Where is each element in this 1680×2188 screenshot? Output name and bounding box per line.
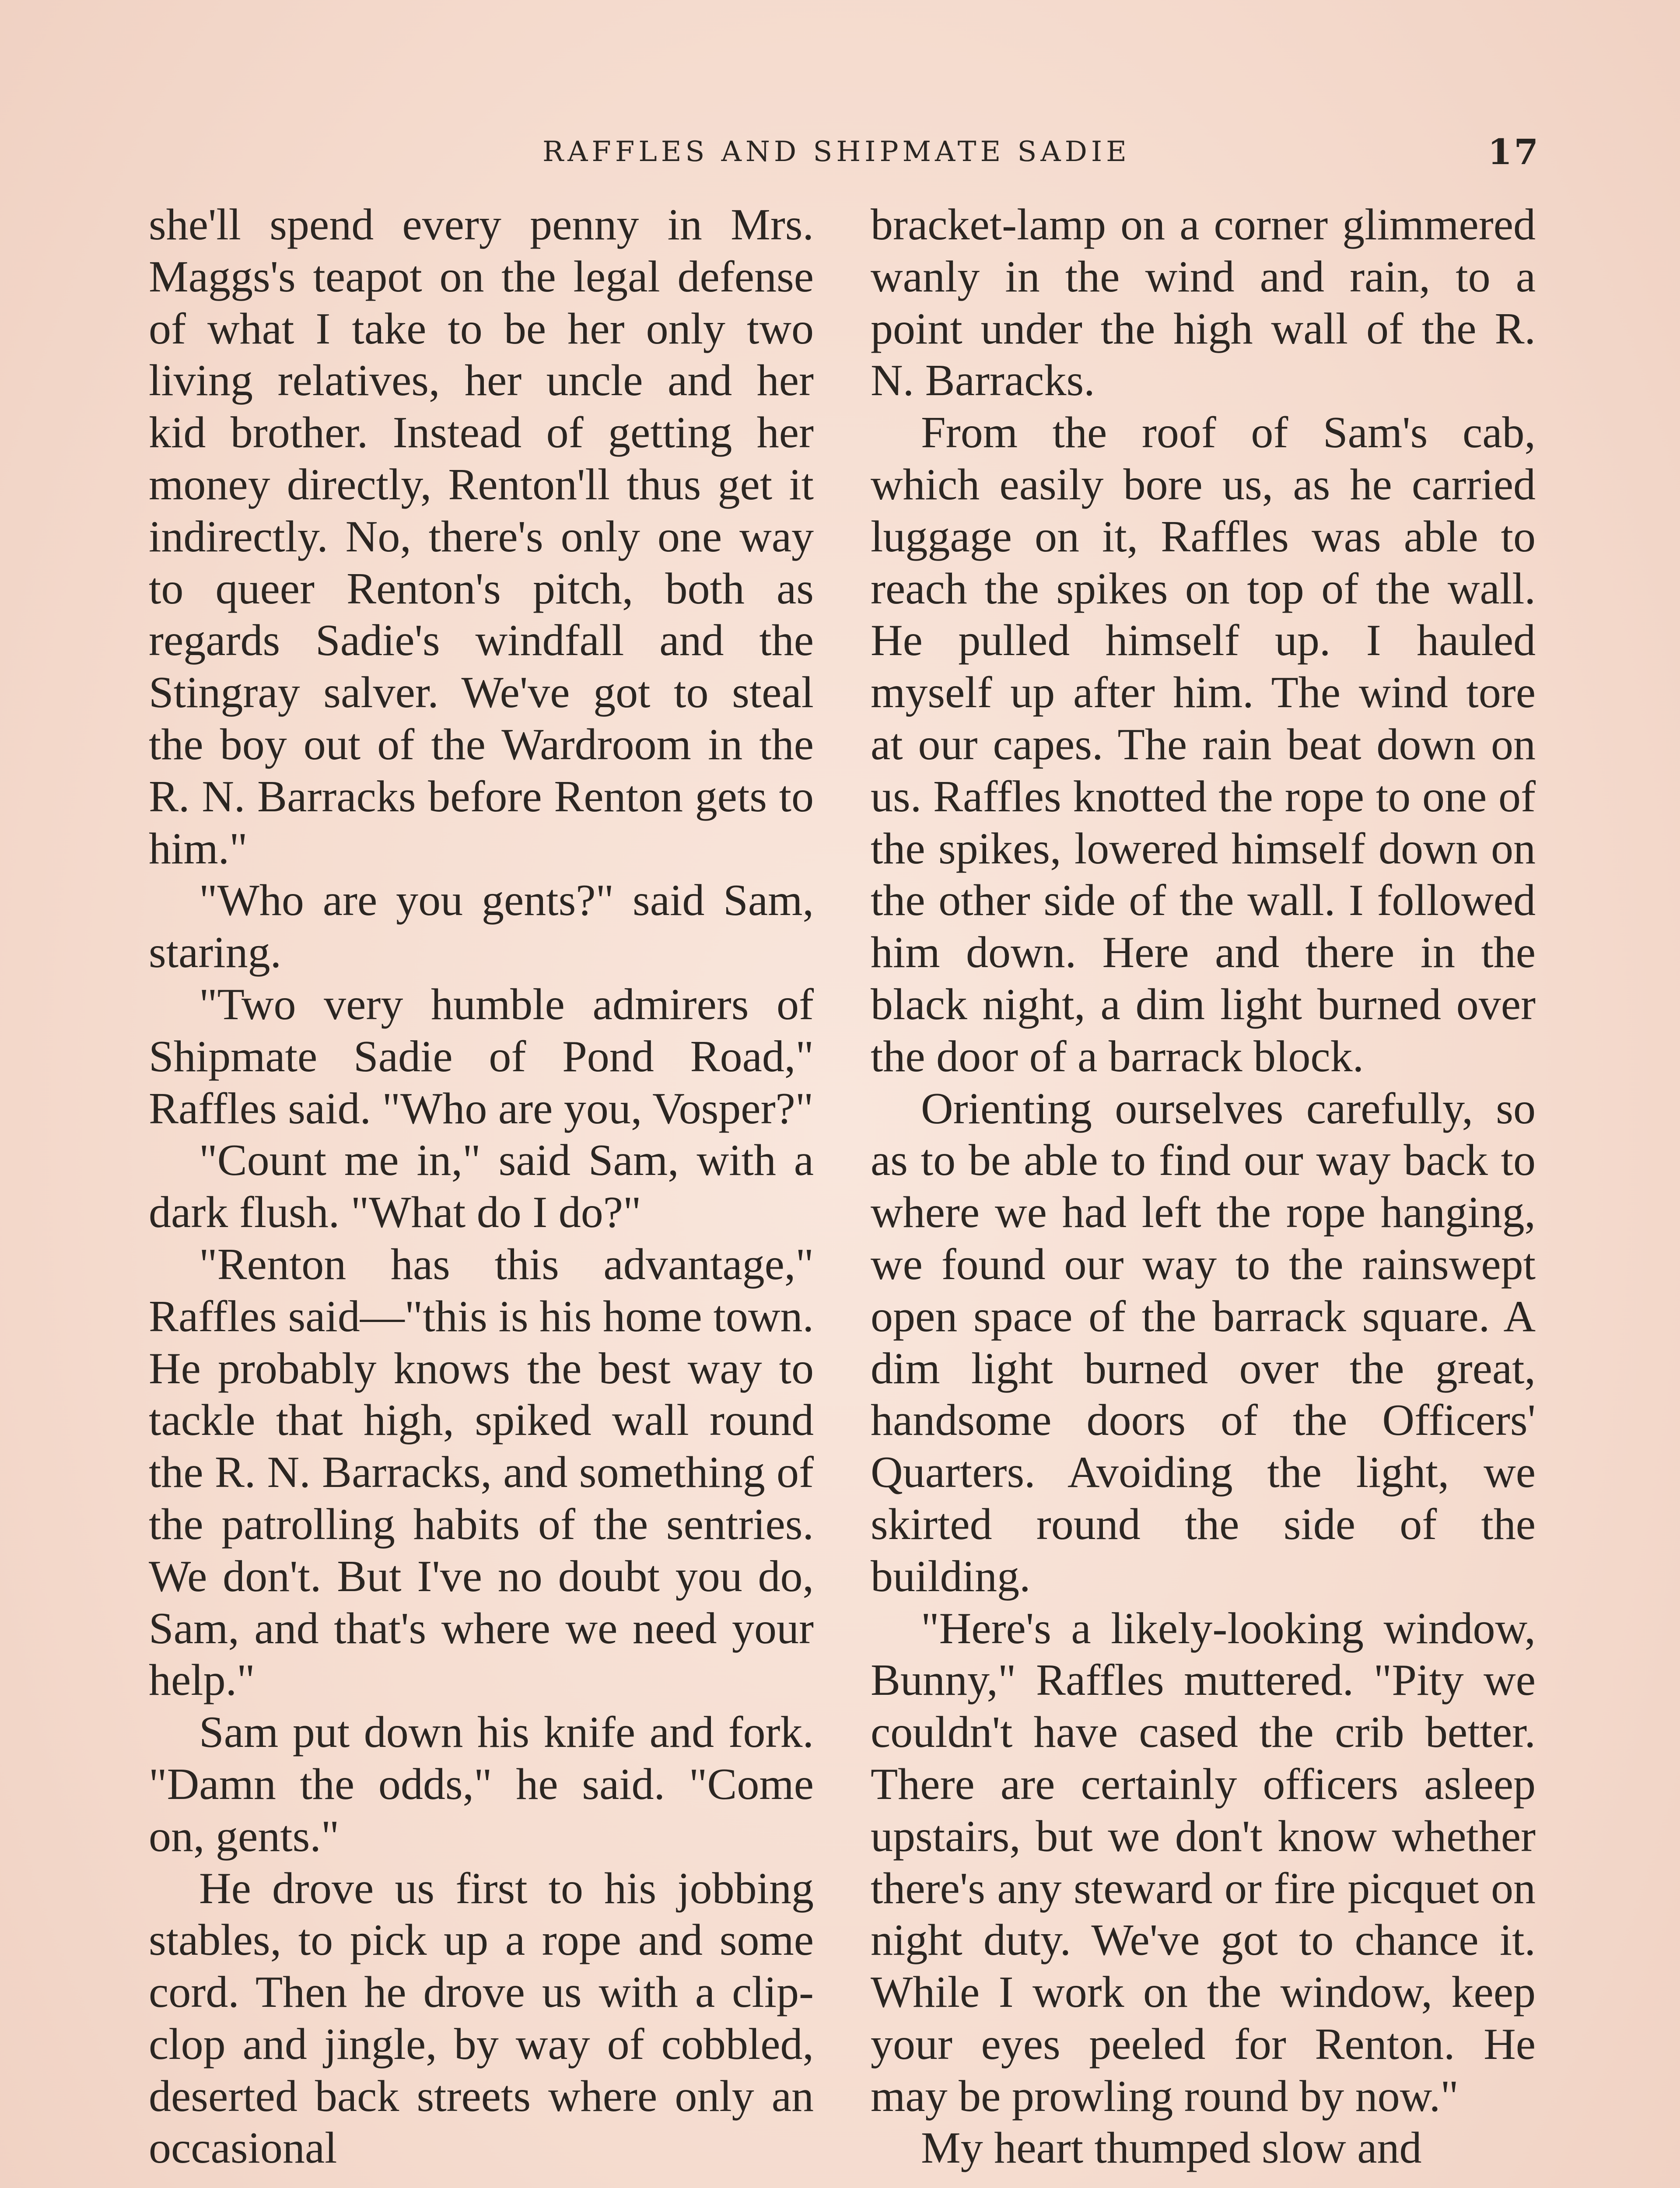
paragraph: bracket-lamp on a corner glimmered wanly in the wind and rain, to a point under the high wall of the R. N. Barracks. [871,200,1536,406]
paragraph: "Count me in," said Sam, with a dark flush. "What do I do?" [149,1136,814,1238]
paragraph: He drove us first to his jobbing stables, to pick up a rope and some cord. Then he drove us with a clip-clop and jingle, by way of cobbled, deserted back streets where only an occasional [149,1863,814,2173]
running-head [149,131,1540,184]
paragraph: "Who are you gents?" said Sam, staring. [149,876,814,978]
paragraph: From the roof of Sam's cab, which easily bore us, as he carried luggage on it, Raffles was able to reach the spikes on top of the wall. He pulled himself up. I hauled myself up after him. The wind tore at our capes. The rain beat down on us. Raffles knotted the rope to one of the spikes, lowered himself down on the other side of the wall. I followed him down. Here and there in the black night, a dim light burned over the door of a barrack block. [871,408,1536,1081]
paragraph: "Here's a likely-looking window, Bunny," Raffles muttered. "Pity we couldn't have cased the crib better. There are certainly officers asleep upstairs, but we don't know whether there's any steward or fire picquet on night duty. We've got to chance it. While I work on the window, keep your eyes peeled for Renton. He may be prowling round by now." [871,1603,1536,2121]
paragraph: Orienting ourselves carefully, so as to be able to find our way back to where we had left the rope hanging, we found our way to the rainswept open space of the barrack square. A dim light burned over the great, handsome doors of the Officers' Quarters. Avoiding the light, we skirted round the side of the building. [871,1083,1536,1601]
text-column-right [871,199,1536,2188]
paragraph: she'll spend every penny in Mrs. Maggs's teapot on the legal defense of what I take to be her only two living relatives, her uncle and her kid brother. Instead of getting her money directly, Renton'll thus get it indirectly. No, there's only one way to queer Renton's pitch, both as regards Sadie's windfall and the Stingray salver. We've got to steal the boy out of the Wardroom in the R. N. Barracks before Renton gets to him." [149,200,814,873]
paragraph: "Two very humble admirers of Shipmate Sadie of Pond Road," Raffles said. "Who are you, Vosper?" [149,979,814,1133]
paragraph: My heart thumped slow and [921,2123,1422,2173]
paragraph: "Renton has this advantage," Raffles said—"this is his home town. He probably knows the best way to tackle that high, spiked wall round the R. N. Barracks, and something of the patrolling habits of the sentries. We don't. But I've no doubt you do, Sam, and that's where we need your help." [149,1239,814,1705]
text-column-left [149,199,814,2188]
running-title: RAFFLES AND SHIPMATE SADIE [542,136,1130,168]
paragraph: Sam put down his knife and fork. "Damn the odds," he said. "Come on, gents." [149,1708,814,1861]
page-number: 17 [1488,131,1540,172]
